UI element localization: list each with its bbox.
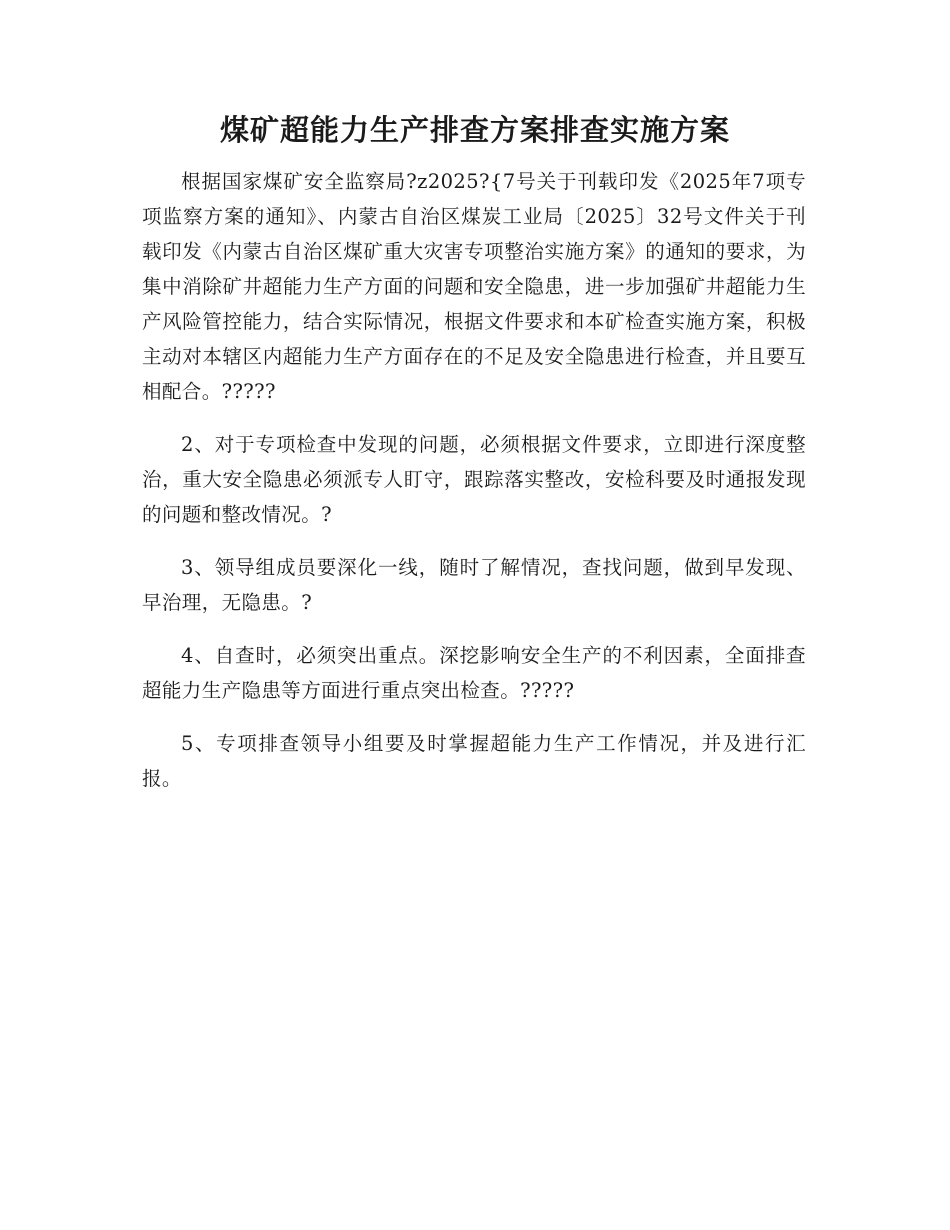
paragraph-item-2: 2、对于专项检查中发现的问题，必须根据文件要求，立即进行深度整治，重大安全隐患必须派专人盯守，跟踪落实整改，安检科要及时通报发现的问题和整改情况。? bbox=[142, 433, 806, 526]
document-body bbox=[142, 164, 806, 814]
paragraph-item-3: 3、领导组成员要深化一线，随时了解情况，查找问题，做到早发现、早治理，无隐患。? bbox=[142, 556, 806, 614]
paragraph-item-5: 5、专项排查领导小组要及时掌握超能力生产工作情况，并及进行汇报。 bbox=[142, 732, 806, 790]
paragraph-intro: 根据国家煤矿安全监察局?z2025?{7号关于刊载印发《2025年7项专项监察方案的通知》、内蒙古自治区煤炭工业局〔2025〕32号文件关于刊载印发《内蒙古自治区煤矿重大灾害专项整治实施方案》的通知的要求，为集中消除矿井超能力生产方面的问题和安全隐患，进一步加强矿井超能力生产风险管控能力，结合实际情况，根据文件要求和本矿检查实施方案，积极主动对本辖区内超能力生产方面存在的不足及安全隐患进行检查，并且要互相配合。????? bbox=[142, 170, 806, 403]
paragraph-item-4: 4、自查时，必须突出重点。深挖影响安全生产的不利因素，全面排查超能力生产隐患等方面进行重点突出检查。????? bbox=[142, 644, 806, 702]
document-title: 煤矿超能力生产排查方案排查实施方案 bbox=[219, 113, 730, 147]
